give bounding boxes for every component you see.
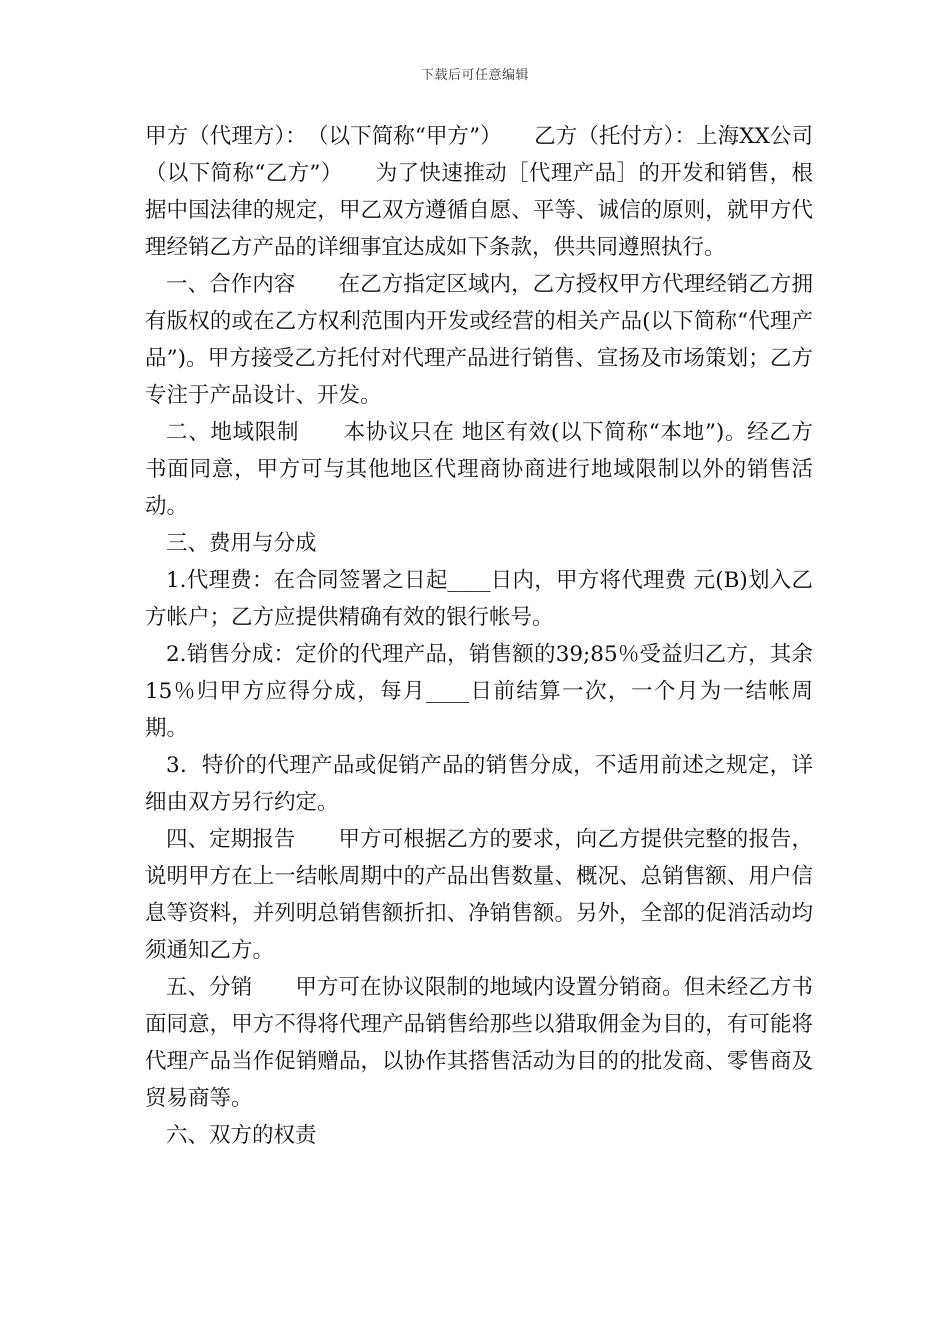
paragraph-fees-heading: 三、费用与分成 xyxy=(166,531,317,556)
paragraph-cooperation-content: 一、合作内容 在乙方指定区域内，乙方授权甲方代理经销乙方拥有版权的或在乙方权利范围内开发或经营的相关产品(以下简称“代理产品”)。甲方接受乙方托付对代理产品进行销售、宣扬及市场策划；乙方专注于产品设计、开发。 xyxy=(145,272,813,408)
paragraph-territory-limit: 二、地域限制 本协议只在 地区有效(以下简称“本地”)。经乙方书面同意，甲方可与其他地区代理商协商进行地域限制以外的销售活动。 xyxy=(145,420,813,519)
paragraph-sales-share: 2.销售分成：定价的代理产品，销售额的39;85％受益归乙方，其余15％归甲方应得分成，每月____日前结算一次，一个月为一结帐周期。 xyxy=(145,642,813,741)
paragraph-rights-heading: 六、双方的权责 xyxy=(166,1123,317,1148)
paragraph-distribution: 五、分销 甲方可在协议限制的地域内设置分销商。但未经乙方书面同意，甲方不得将代理产品销售给那些以猎取佣金为目的，有可能将代理产品当作促销赠品，以协作其搭售活动为目的的批发商、零售商及贸易商等。 xyxy=(145,975,813,1111)
page-header: 下载后可任意编辑 xyxy=(420,68,529,83)
document-body xyxy=(145,118,813,1154)
paragraph-special-price: 3．特价的代理产品或促销产品的销售分成，不适用前述之规定，详细由双方另行约定。 xyxy=(145,753,813,815)
paragraph-agency-fee: 1.代理费：在合同签署之日起____日内，甲方将代理费 元(B)划入乙方帐户；乙方应提供精确有效的银行帐号。 xyxy=(145,568,813,630)
paragraph-preamble: 甲方（代理方）： （以下简称“甲方”） 乙方（托付方）：上海XX公司（以下简称“乙方”） 为了快速推动［代理产品］的开发和销售，根据中国法律的规定，甲乙双方遵循自愿、平等、诚信的原则，就甲方代理经销乙方产品的详细事宜达成如下条款，供共同遵照执行。 xyxy=(145,124,813,260)
paragraph-periodic-report: 四、定期报告 甲方可根据乙方的要求，向乙方提供完整的报告，说明甲方在上一结帐周期中的产品出售数量、概况、总销售额、用户信息等资料，并列明总销售额折扣、净销售额。另外，全部的促消活动均须通知乙方。 xyxy=(145,827,813,963)
